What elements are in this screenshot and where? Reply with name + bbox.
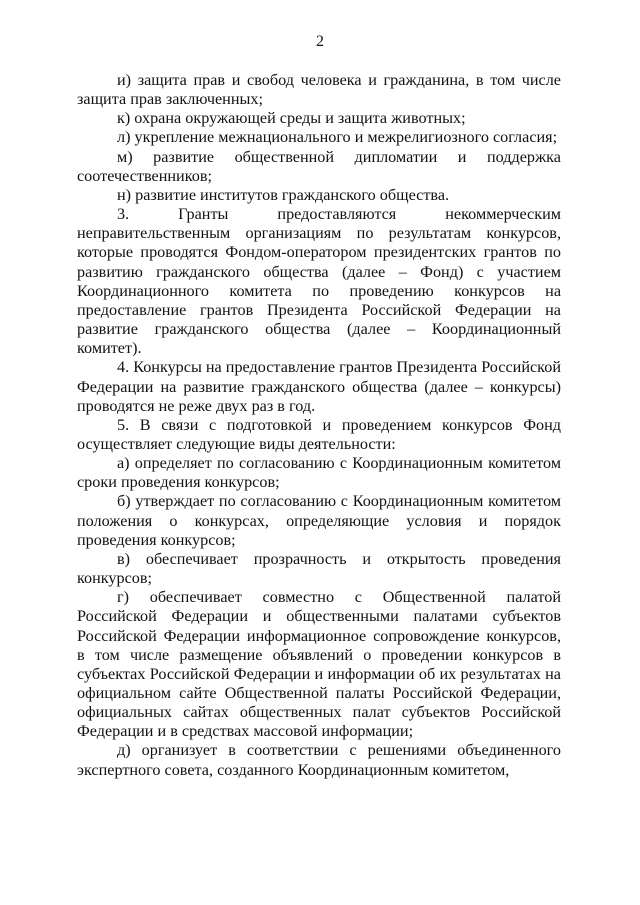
subitem-d: д) организует в соответствии с решениями объединенного экспертного совета, созданного Координационным комитетом, xyxy=(77,741,561,779)
clause-3-grants: 3. Гранты предоставляются некоммерческим неправительственным организациям по результатам конкурсов, которые проводятся Фондом-оператором президентских грантов по развитию гражданского общества (далее – Фонд) с участием Координационного комитета по проведению конкурсов на предоставление грантов Президента Российской Федерации на развитие гражданского общества (далее – Координационный комитет). xyxy=(77,205,561,358)
subitem-g: г) обеспечивает совместно с Общественной палатой Российской Федерации и общественными палатами субъектов Российской Федерации информационное сопровождение конкурсов, в том числе размещение объявлений о проведении конкурсов в субъектах Российской Федерации и информации об их результатах на официальном сайте Общественной палаты Российской Федерации, официальных сайтах общественных палат субъектов Российской Федерации и в средствах массовой информации; xyxy=(77,588,561,741)
page-number: 2 xyxy=(316,33,324,50)
list-item-k: к) охрана окружающей среды и защита животных; xyxy=(117,109,466,128)
clause-4-contests: 4. Конкурсы на предоставление грантов Президента Российской Федерации на развитие гражданского общества (далее – конкурсы) проводятся не реже двух раз в год. xyxy=(77,358,561,415)
list-item-n: н) развитие институтов гражданского общества. xyxy=(117,185,450,204)
subitem-b: б) утверждает по согласованию с Координационным комитетом положения о конкурсах, определяющие условия и порядок проведения конкурсов; xyxy=(77,492,561,549)
list-item-i: и) защита прав и свобод человека и гражданина, в том числе защита прав заключенных; xyxy=(77,71,561,109)
subitem-v: в) обеспечивает прозрачность и открытость проведения конкурсов; xyxy=(77,549,561,588)
list-item-l: л) укрепление межнационального и межрелигиозного согласия; xyxy=(117,128,558,147)
subitem-a: а) определяет по согласованию с Координационным комитетом сроки проведения конкурсов; xyxy=(77,454,561,492)
list-item-m: м) развитие общественной дипломатии и поддержка соотечественников; xyxy=(77,147,561,185)
document-body xyxy=(77,71,561,780)
clause-5-fund-activities: 5. В связи с подготовкой и проведением конкурсов Фонд осуществляет следующие виды деятельности: xyxy=(77,415,561,453)
